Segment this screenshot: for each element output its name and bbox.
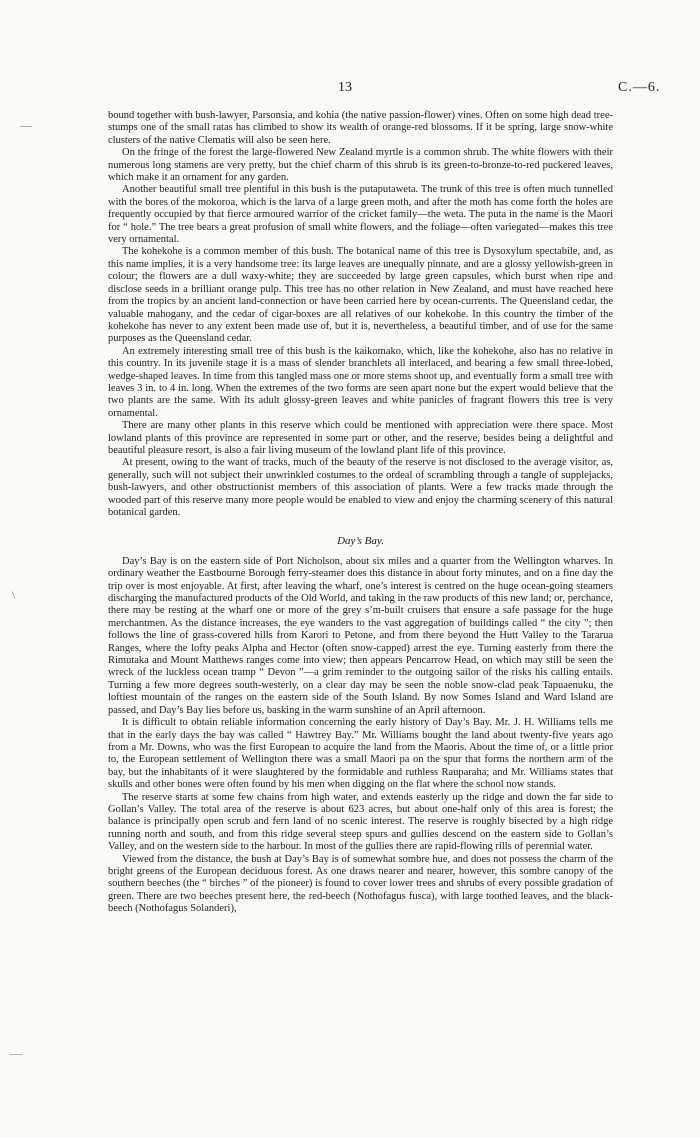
page-body [108,110,613,916]
paragraph: At present, owing to the want of tracks, much of the beauty of the reserve is not disclosed to the average visitor, as, generally, such will not subject their unwrinkled costumes to the ordeal of scrambling through a tangle of supplejacks, bush-lawyers, and other obstructionist members of this association of plants. Were a few tracks made through the wooded part of this reserve many more people would be enabled to view and enjoy the charming scenery of this natural botanical garden. [108,457,613,518]
paragraph: Viewed from the distance, the bush at Day’s Bay is of somewhat sombre hue, and does not possess the charm of the bright greens of the European deciduous forest. As one draws nearer and nearer, however, this sombre canopy of the southern beeches (the “ birches ” of the pioneer) is found to cover lower trees and shrubs of every possible gradation of green. There are two beeches present here, the red-beech (Nothofagus fusca), with large toothed leaves, and the black-beech (Nothofagus Solanderi), [108,853,613,915]
page-header [0,80,700,100]
margin-mark: — [10,1046,22,1060]
paragraph: The kohekohe is a common member of this bush. The botanical name of this tree is Dysoxylum spectabile, and, as this name implies, it is a very handsome tree: its large leaves are unequally pinnate, and are a glossy yellowish-green in colour; the flowers are a dull waxy-white; they are succeeded by large green capsules, which burst when ripe and disclose seeds in a brilliant orange pulp. This tree has no other relation in New Zealand, and must have reached here from the tropics by an ancient land-connection or have been carried here by ocean-currents. The Queensland cedar, the valuable mahogany, and the cedar of cigar-boxes are all relatives of our kohekohe. In this country the timber of the kohekohe has never to any extent been made use of, but it is, nevertheless, a beautiful timber, and of use for the same purposes as the Queensland cedar. [108,246,613,345]
margin-mark: — [20,118,32,132]
paragraph: There are many other plants in this reserve which could be mentioned with appreciation were there space. Most lowland plants of this province are represented in some part or other, and the reserve, besides being a delightful and beautiful pleasure resort, is also a fair living museum of the lowland plant life of this province. [108,420,613,456]
paragraph: Another beautiful small tree plentiful in this bush is the putaputaweta. The trunk of this tree is often much tunnelled with the bores of the mokoroa, which is the larva of a large green moth, and after the moth has come forth the holes are frequently occupied by that fierce armoured warrior of the cricket family—the weta. The puta in the name is the Maori for “ hole.” The tree bears a great profusion of small white flowers, and the foliage—often variegated—makes this tree very ornamental. [108,184,613,246]
paragraph: On the fringe of the forest the large-flowered New Zealand myrtle is a common shrub. The white flowers with their numerous long stamens are very pretty, but the chief charm of this shrub is its green-to-bronze-to-red puckered leaves, which make it an ornament for any garden. [108,147,613,184]
paragraph: An extremely interesting small tree of this bush is the kaikomako, which, like the kohekohe, also has no relative in this country. In its juvenile stage it is a mass of slender branchlets all interlaced, and bearing a few small three-lobed, wedge-shaped leaves. In time from this tangled mass one or more stems shoot up, and eventually form a small tree with leaves 3 in. to 4 in. long. When the extremes of the two forms are seen apart none but the expert would believe that the two plants are the same. With its adult glossy-green leaves and white panicles of fragrant flowers this tree is very ornamental. [108,345,613,419]
margin-mark: \ [12,588,16,602]
section-heading: Day’s Bay. [337,535,384,548]
page-number: 13 [338,80,352,95]
paragraph: It is difficult to obtain reliable information concerning the early history of Day’s Bay. Mr. J. H. Williams tells me that in the early days the bay was called “ Hawtrey Bay.” Mr. Williams bought the land about twenty-five years ago from a Mr. Downs, who was the first European to acquire the land from the Maoris. About the time of, or a little prior to, the European settlement of Wellington there was a small Maori pa on the spur that forms the northern arm of the bay, but the inhabitants of it were slaughtered by the formidable and ruthless Rauparaha; and Mr. Williams states that skulls and other bones were often found by his men when digging on the flat where the school now stands. [108,717,613,791]
paragraph: Day’s Bay is on the eastern side of Port Nicholson, about six miles and a quarter from the Wellington wharves. In ordinary weather the Eastbourne Borough ferry-steamer does this distance in about forty minutes, and on a fine day the trip over is most enjoyable. At first, after leaving the wharf, one’s interest is centred on the huge ocean-going steamers discharging the manufactured products of the Old World, and taking in the raw products of this new land; or, perchance, there may be resting at the wharf one or more of the grey s’m-built cruisers that ensure a safe passage for the huge merchantmen. As the distance increases, the eye wanders to the vast aggregation of buildings called “ the city ”; then follows the line of grass-covered hills from Karori to Petone, and from there beyond the Hutt Valley to the Tararua Ranges, where the lofty peaks Alpha and Hector (often snow-capped) arrest the eye. Turning easterly from there the Rimutaka and Mount Matthews ranges come into view; then appears Pencarrow Head, on which may still be seen the wreck of the luckless ocean tramp “ Devon ”—a grim reminder to the outgoing sailor of the risks his calling entails. Turning a few more degrees south-westerly, on a clear day may be seen the noble snow-clad peak Tapuaenuku, the loftiest mountain of the ranges on the eastern side of the South Island. By now Somes Island and Ward Island are passed, and Day’s Bay lies before us, basking in the warm sunshine of an April afternoon. [108,555,613,716]
document-code: C.—6. [618,80,661,95]
paragraph: The reserve starts at some few chains from high water, and extends easterly up the ridge and down the far side to Gollan’s Valley. The total area of the reserve is about 623 acres, but about one-half only of this area is forest; the balance is principally open scrub and fern land of no scenic interest. The reserve is roughly bisected by a high ridge running north and south, and from this ridge several steep spurs and gullies descend on the eastern side to Gollan’s Valley, and on the western side to the harbour. In most of the gullies there are rapid-flowing rills of perennial water. [108,791,613,853]
paragraph: bound together with bush-lawyer, Parsonsia, and kohia (the native passion-flower) vines. Often on some high dead tree-stumps one of the small ratas has climbed to show its wealth of orange-red blossoms. If it be spring, large snow-white clusters of the native Clematis will also be seen here. [108,110,613,146]
